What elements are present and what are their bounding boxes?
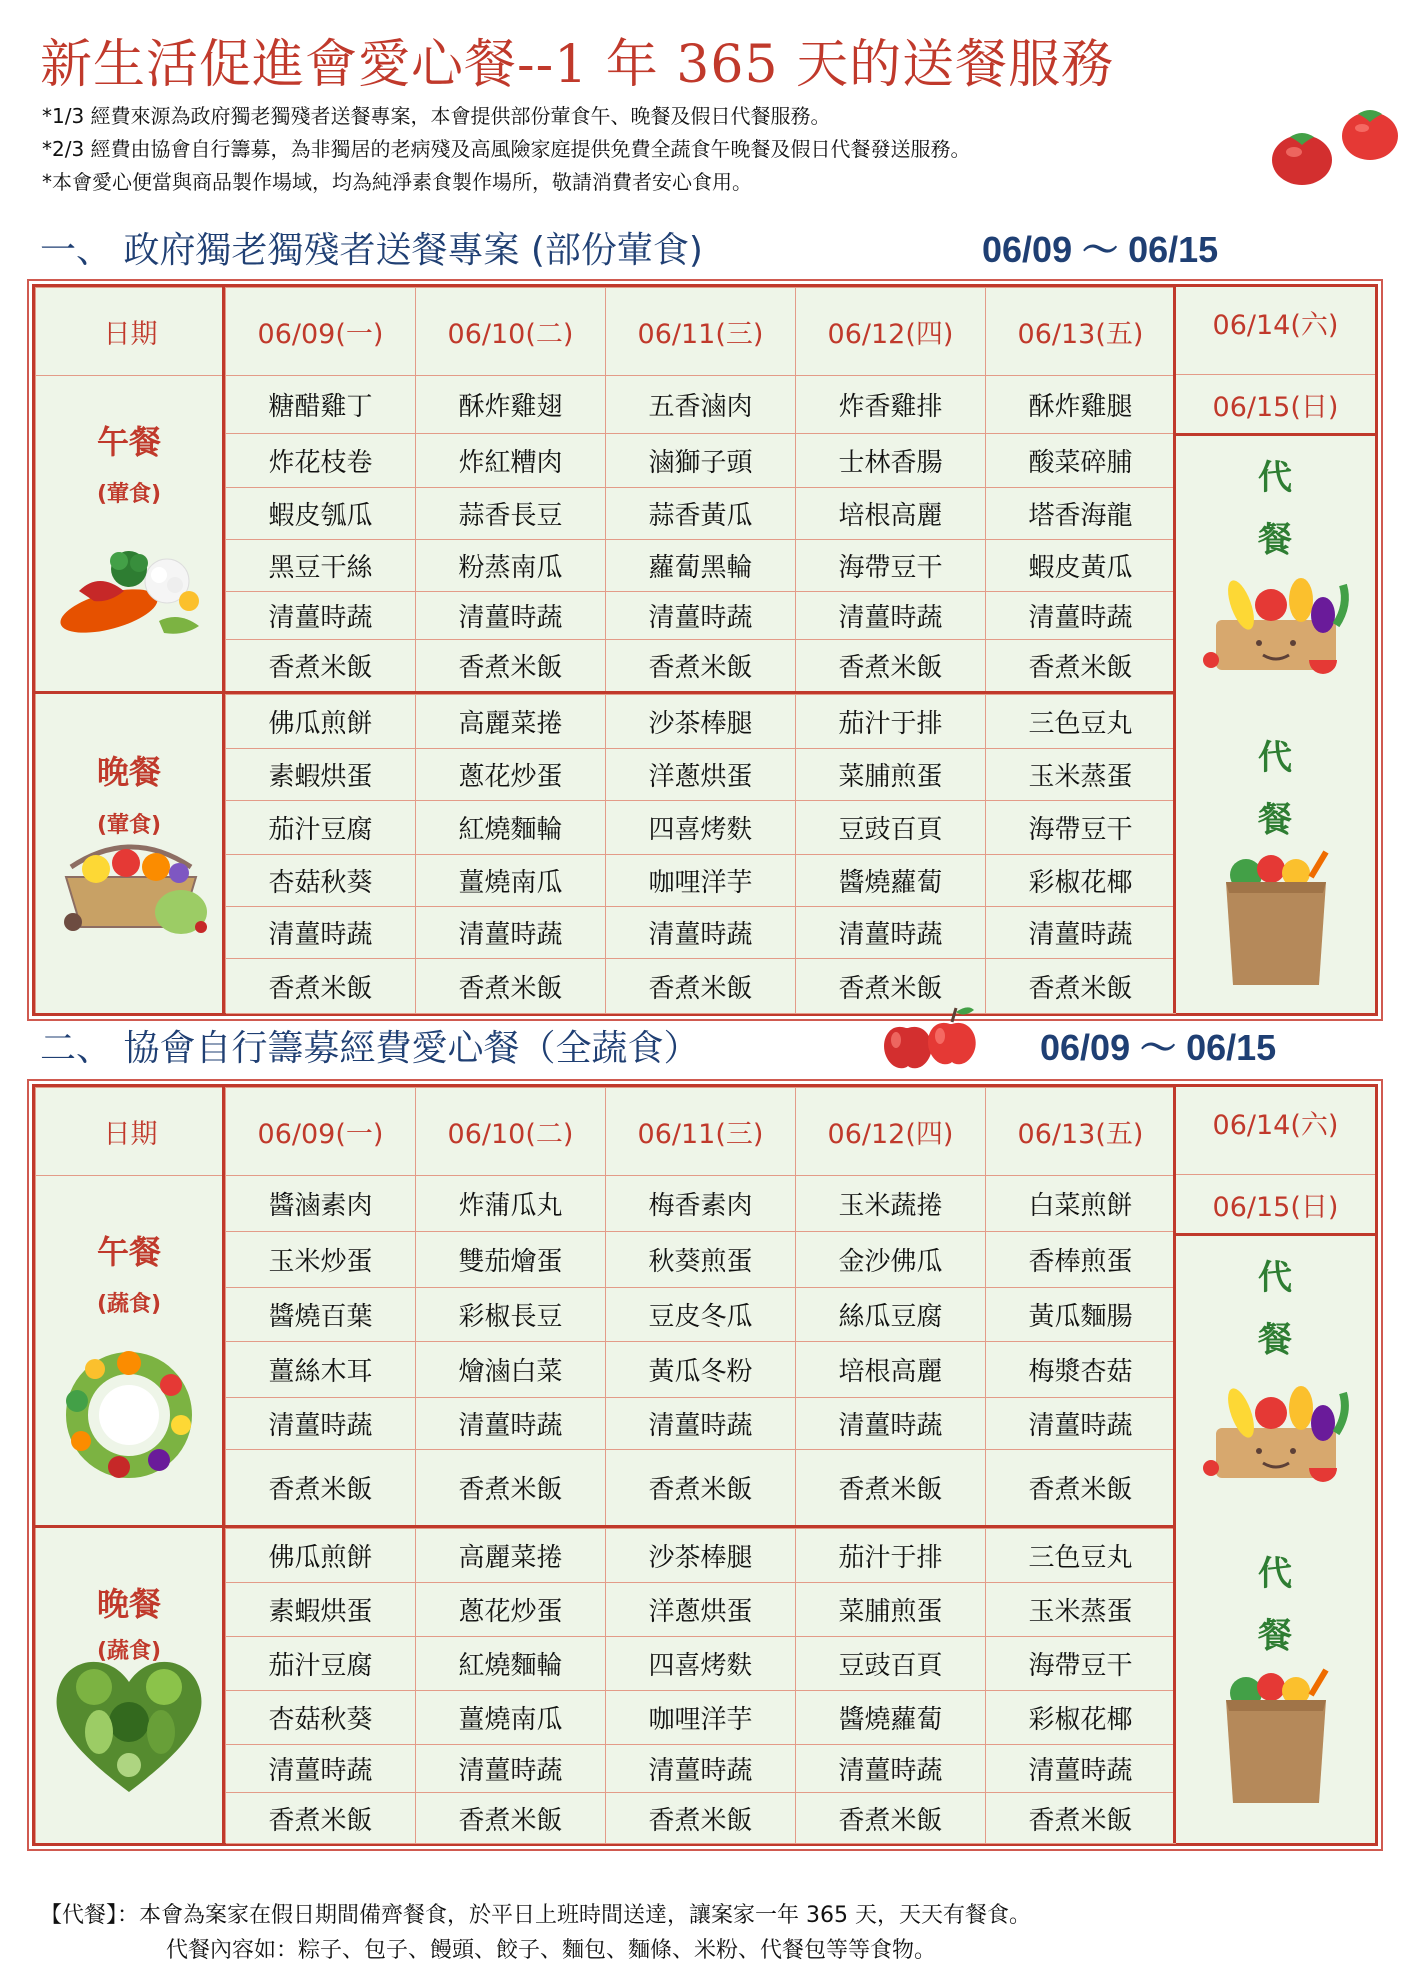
- divider: [35, 691, 1175, 694]
- menu-item: 菜脯煎蛋: [796, 749, 986, 801]
- section2-heading: [40, 1020, 699, 1071]
- menu-item: 香煮米飯: [226, 640, 416, 692]
- section2-dinner-grid: [225, 1528, 1175, 1843]
- menu-item: 炸花枝卷: [226, 434, 416, 488]
- menu-item: 秋葵煎蛋: [606, 1232, 796, 1288]
- lunch-label: 午餐: [96, 423, 161, 461]
- menu-item: 香煮米飯: [226, 959, 416, 1014]
- can-char: 餐: [1258, 520, 1292, 560]
- menu-item: 醬滷素肉: [226, 1176, 416, 1232]
- fruit-basket-icon: [51, 827, 211, 937]
- menu-item: 四喜烤麩: [606, 801, 796, 855]
- menu-item: 紅燒麵輪: [416, 1637, 606, 1691]
- menu-item: 清薑時蔬: [796, 1745, 986, 1793]
- vegetable-wreath-icon: [59, 1345, 199, 1485]
- substitute-meal-label: [1245, 1543, 1305, 1667]
- menu-item: 培根高麗: [796, 488, 986, 540]
- menu-item: 香煮米飯: [796, 1450, 986, 1526]
- saturday-date: 06/14(六): [1212, 1110, 1339, 1141]
- menu-item: 茄汁于排: [796, 695, 986, 749]
- vegetable-heart-icon: [49, 1647, 209, 1797]
- menu-item: 洋蔥烘蛋: [606, 1583, 796, 1637]
- grocery-bag-icon: [1211, 847, 1341, 987]
- menu-item: 豆豉百頁: [796, 801, 986, 855]
- weekend-header: [1176, 287, 1375, 375]
- menu-item: 炸紅糟肉: [416, 434, 606, 488]
- menu-item: 茄汁豆腐: [226, 1637, 416, 1691]
- section1-lunch-grid: [225, 375, 1175, 691]
- menu-item: 彩椒花椰: [986, 1691, 1176, 1745]
- menu-item: 蘿蔔黑輪: [606, 540, 796, 592]
- menu-item: 香煮米飯: [416, 959, 606, 1014]
- menu-item: 洋蔥烘蛋: [606, 749, 796, 801]
- menu-item: 咖哩洋芋: [606, 855, 796, 907]
- substitute-meal-label: [1245, 727, 1305, 851]
- menu-item: 香煮米飯: [796, 959, 986, 1014]
- menu-item: 四喜烤麩: [606, 1637, 796, 1691]
- dai-char: 代: [1258, 1258, 1292, 1298]
- sunday-date: 06/15(日): [1212, 391, 1339, 423]
- notes: [42, 100, 971, 199]
- menu-item: 蝦皮瓠瓜: [226, 488, 416, 540]
- dai-char: 代: [1258, 1554, 1292, 1594]
- menu-item: 素蝦烘蛋: [226, 749, 416, 801]
- menu-item: 醬燒蘿蔔: [796, 1691, 986, 1745]
- note-line: *本會愛心便當與商品製作場域，均為純淨素食製作場所，敬請消費者安心食用。: [42, 170, 752, 194]
- menu-item: 茄汁豆腐: [226, 801, 416, 855]
- day-header: 06/13(五): [986, 288, 1176, 376]
- day-header: 06/12(四): [796, 288, 986, 376]
- footer-line-2: 代餐內容如：粽子、包子、饅頭、餃子、麵包、麵條、米粉、代餐包等等食物。: [166, 1938, 937, 1963]
- lunch-sub-label: (蔬食): [96, 1292, 162, 1317]
- fruit-crate-icon: [1201, 1373, 1351, 1483]
- divider: [35, 1525, 1175, 1528]
- menu-item: 黑豆干絲: [226, 540, 416, 592]
- dinner-label-cell: [35, 1579, 223, 1629]
- menu-item: 金沙佛瓜: [796, 1232, 986, 1288]
- menu-item: 絲瓜豆腐: [796, 1288, 986, 1342]
- date-label: 日期: [36, 288, 226, 376]
- menu-item: 清薑時蔬: [986, 1745, 1176, 1793]
- divider: [222, 1087, 225, 1843]
- menu-item: 清薑時蔬: [226, 907, 416, 959]
- menu-item: 清薑時蔬: [606, 1398, 796, 1450]
- menu-item: 高麗菜捲: [416, 1529, 606, 1583]
- substitute-meal-label: [1245, 1247, 1305, 1371]
- menu-item: 紅燒麵輪: [416, 801, 606, 855]
- menu-item: 清薑時蔬: [416, 907, 606, 959]
- menu-item: 玉米蒸蛋: [986, 749, 1176, 801]
- lunch-label: 午餐: [96, 1233, 161, 1271]
- menu-item: 蒜香黃瓜: [606, 488, 796, 540]
- menu-item: 清薑時蔬: [796, 1398, 986, 1450]
- saturday-date: 06/14(六): [1212, 310, 1339, 341]
- section1-menu-table: [32, 284, 1378, 1016]
- sunday-cell: [1176, 375, 1375, 433]
- section1-heading: [40, 222, 703, 273]
- menu-item: 香煮米飯: [416, 1793, 606, 1844]
- menu-item: 香煮米飯: [606, 640, 796, 692]
- menu-item: 士林香腸: [796, 434, 986, 488]
- menu-item: 雙茄燴蛋: [416, 1232, 606, 1288]
- menu-item: 炸蒲瓜丸: [416, 1176, 606, 1232]
- section1-header-grid: [35, 287, 1175, 375]
- note-line: *2/3 經費由協會自行籌募，為非獨居的老病殘及高風險家庭提供免費全蔬食午晚餐及假日代餐發送服務。: [42, 137, 971, 161]
- section2-header-grid: [35, 1087, 1175, 1175]
- menu-item: 清薑時蔬: [986, 907, 1176, 959]
- menu-item: 高麗菜捲: [416, 695, 606, 749]
- section2-title: 二、 協會自行籌募經費愛心餐（全蔬食）: [40, 1028, 700, 1069]
- fruit-crate-icon: [1201, 565, 1351, 675]
- menu-item: 滷獅子頭: [606, 434, 796, 488]
- day-header: 06/11(三): [606, 1088, 796, 1176]
- apple-icon: [878, 1004, 982, 1074]
- menu-item: 酸菜碎脯: [986, 434, 1176, 488]
- day-header: 06/13(五): [986, 1088, 1176, 1176]
- menu-item: 玉米蔬捲: [796, 1176, 986, 1232]
- dinner-label-cell: [35, 747, 223, 797]
- menu-item: 清薑時蔬: [416, 592, 606, 640]
- menu-item: 五香滷肉: [606, 376, 796, 434]
- menu-item: 香煮米飯: [606, 1450, 796, 1526]
- menu-item: 杏菇秋葵: [226, 855, 416, 907]
- sunday-cell: [1176, 1175, 1375, 1233]
- menu-item: 燴滷白菜: [416, 1342, 606, 1398]
- menu-item: 咖哩洋芋: [606, 1691, 796, 1745]
- menu-item: 清薑時蔬: [226, 592, 416, 640]
- dinner-label: 晚餐: [96, 1585, 161, 1623]
- menu-item: 白菜煎餅: [986, 1176, 1176, 1232]
- menu-item: 香煮米飯: [796, 640, 986, 692]
- dinner-sub-text: (葷食): [96, 813, 162, 838]
- menu-item: 菜脯煎蛋: [796, 1583, 986, 1637]
- page-title: 新生活促進會愛心餐--1 年 365 天的送餐服務: [40, 35, 1115, 95]
- menu-item: 清薑時蔬: [416, 1745, 606, 1793]
- menu-item: 薑燒南瓜: [416, 1691, 606, 1745]
- day-header: 06/10(二): [416, 288, 606, 376]
- menu-item: 培根高麗: [796, 1342, 986, 1398]
- menu-item: 糖醋雞丁: [226, 376, 416, 434]
- menu-item: 清薑時蔬: [226, 1745, 416, 1793]
- day-header: 06/10(二): [416, 1088, 606, 1176]
- day-header: 06/09(一): [226, 288, 416, 376]
- menu-item: 蒜香長豆: [416, 488, 606, 540]
- menu-item: 清薑時蔬: [796, 907, 986, 959]
- footer-note: [40, 1898, 1031, 1968]
- sunday-date: 06/15(日): [1212, 1191, 1339, 1223]
- menu-item: 香煮米飯: [416, 640, 606, 692]
- menu-item: 彩椒花椰: [986, 855, 1176, 907]
- menu-item: 豆皮冬瓜: [606, 1288, 796, 1342]
- section1-date-range: 06/09 ～ 06/15: [982, 229, 1219, 270]
- menu-item: 薑燒南瓜: [416, 855, 606, 907]
- menu-item: 醬燒百葉: [226, 1288, 416, 1342]
- menu-item: 沙茶棒腿: [606, 1529, 796, 1583]
- menu-item: 清薑時蔬: [986, 592, 1176, 640]
- dai-char: 代: [1258, 458, 1292, 498]
- day-header: 06/12(四): [796, 1088, 986, 1176]
- can-char: 餐: [1258, 800, 1292, 840]
- menu-item: 蔥花炒蛋: [416, 1583, 606, 1637]
- substitute-meal-label: [1245, 447, 1305, 571]
- menu-item: 香煮米飯: [416, 1450, 606, 1526]
- menu-item: 塔香海龍: [986, 488, 1176, 540]
- section2-lunch-grid: [225, 1175, 1175, 1525]
- section2-date-range: 06/09 ～ 06/15: [1040, 1027, 1277, 1068]
- note-line: *1/3 經費來源為政府獨老獨殘者送餐專案，本會提供部份葷食午、晚餐及假日代餐服務。: [42, 104, 831, 128]
- section2-menu-table: [32, 1084, 1378, 1846]
- weekend-header: [1176, 1087, 1375, 1175]
- menu-item: 酥炸雞翅: [416, 376, 606, 434]
- can-char: 餐: [1258, 1616, 1292, 1656]
- grocery-bag-icon: [1211, 1665, 1341, 1805]
- menu-item: 海帶豆干: [986, 1637, 1176, 1691]
- menu-item: 清薑時蔬: [606, 907, 796, 959]
- menu-item: 清薑時蔬: [606, 592, 796, 640]
- divider: [222, 287, 225, 1013]
- menu-item: 海帶豆干: [986, 801, 1176, 855]
- menu-item: 彩椒長豆: [416, 1288, 606, 1342]
- menu-item: 香煮米飯: [986, 959, 1176, 1014]
- menu-item: 茄汁于排: [796, 1529, 986, 1583]
- menu-item: 清薑時蔬: [226, 1398, 416, 1450]
- tomatoes-icon: [1262, 100, 1412, 190]
- menu-item: 梅漿杏菇: [986, 1342, 1176, 1398]
- menu-item: 清薑時蔬: [606, 1745, 796, 1793]
- lunch-sub-label: (葷食): [96, 482, 162, 507]
- menu-item: 清薑時蔬: [416, 1398, 606, 1450]
- menu-item: 玉米蒸蛋: [986, 1583, 1176, 1637]
- menu-item: 香棒煎蛋: [986, 1232, 1176, 1288]
- footer-line-1: 【代餐】：本會為案家在假日期間備齊餐食，於平日上班時間送達，讓案家一年 365 天，天天有餐食。: [40, 1903, 1031, 1928]
- menu-item: 香煮米飯: [226, 1450, 416, 1526]
- menu-item: 杏菇秋葵: [226, 1691, 416, 1745]
- menu-item: 香煮米飯: [606, 1793, 796, 1844]
- menu-item: 梅香素肉: [606, 1176, 796, 1232]
- menu-item: 佛瓜煎餅: [226, 1529, 416, 1583]
- menu-item: 酥炸雞腿: [986, 376, 1176, 434]
- divider: [1176, 1233, 1375, 1236]
- dinner-label: 晚餐: [96, 753, 161, 791]
- day-header: 06/11(三): [606, 288, 796, 376]
- section1-title: 一、 政府獨老獨殘者送餐專案 (部份葷食): [40, 230, 703, 271]
- menu-item: 香煮米飯: [986, 640, 1176, 692]
- menu-item: 三色豆丸: [986, 695, 1176, 749]
- menu-item: 蝦皮黃瓜: [986, 540, 1176, 592]
- lunch-label-cell: [35, 1227, 223, 1318]
- menu-item: 沙茶棒腿: [606, 695, 796, 749]
- menu-item: 素蝦烘蛋: [226, 1583, 416, 1637]
- menu-item: 佛瓜煎餅: [226, 695, 416, 749]
- menu-item: 香煮米飯: [226, 1793, 416, 1844]
- menu-item: 豆豉百頁: [796, 1637, 986, 1691]
- menu-item: 蔥花炒蛋: [416, 749, 606, 801]
- menu-item: 香煮米飯: [606, 959, 796, 1014]
- menu-item: 玉米炒蛋: [226, 1232, 416, 1288]
- day-header: 06/09(一): [226, 1088, 416, 1176]
- lunch-label-cell: [35, 417, 223, 508]
- menu-item: 三色豆丸: [986, 1529, 1176, 1583]
- divider: [1176, 433, 1375, 436]
- menu-item: 海帶豆干: [796, 540, 986, 592]
- section1-dinner-grid: [225, 694, 1175, 1013]
- menu-item: 香煮米飯: [986, 1793, 1176, 1844]
- menu-item: 清薑時蔬: [986, 1398, 1176, 1450]
- menu-item: 黃瓜冬粉: [606, 1342, 796, 1398]
- vegetables-icon: [49, 541, 209, 649]
- menu-item: 香煮米飯: [796, 1793, 986, 1844]
- dai-char: 代: [1258, 738, 1292, 778]
- menu-item: 炸香雞排: [796, 376, 986, 434]
- menu-item: 清薑時蔬: [796, 592, 986, 640]
- menu-item: 香煮米飯: [986, 1450, 1176, 1526]
- can-char: 餐: [1258, 1320, 1292, 1360]
- menu-item: 黃瓜麵腸: [986, 1288, 1176, 1342]
- dinner-sub-text: (蔬食): [96, 1639, 162, 1664]
- date-label: 日期: [36, 1088, 226, 1176]
- menu-item: 粉蒸南瓜: [416, 540, 606, 592]
- menu-item: 醬燒蘿蔔: [796, 855, 986, 907]
- menu-item: 薑絲木耳: [226, 1342, 416, 1398]
